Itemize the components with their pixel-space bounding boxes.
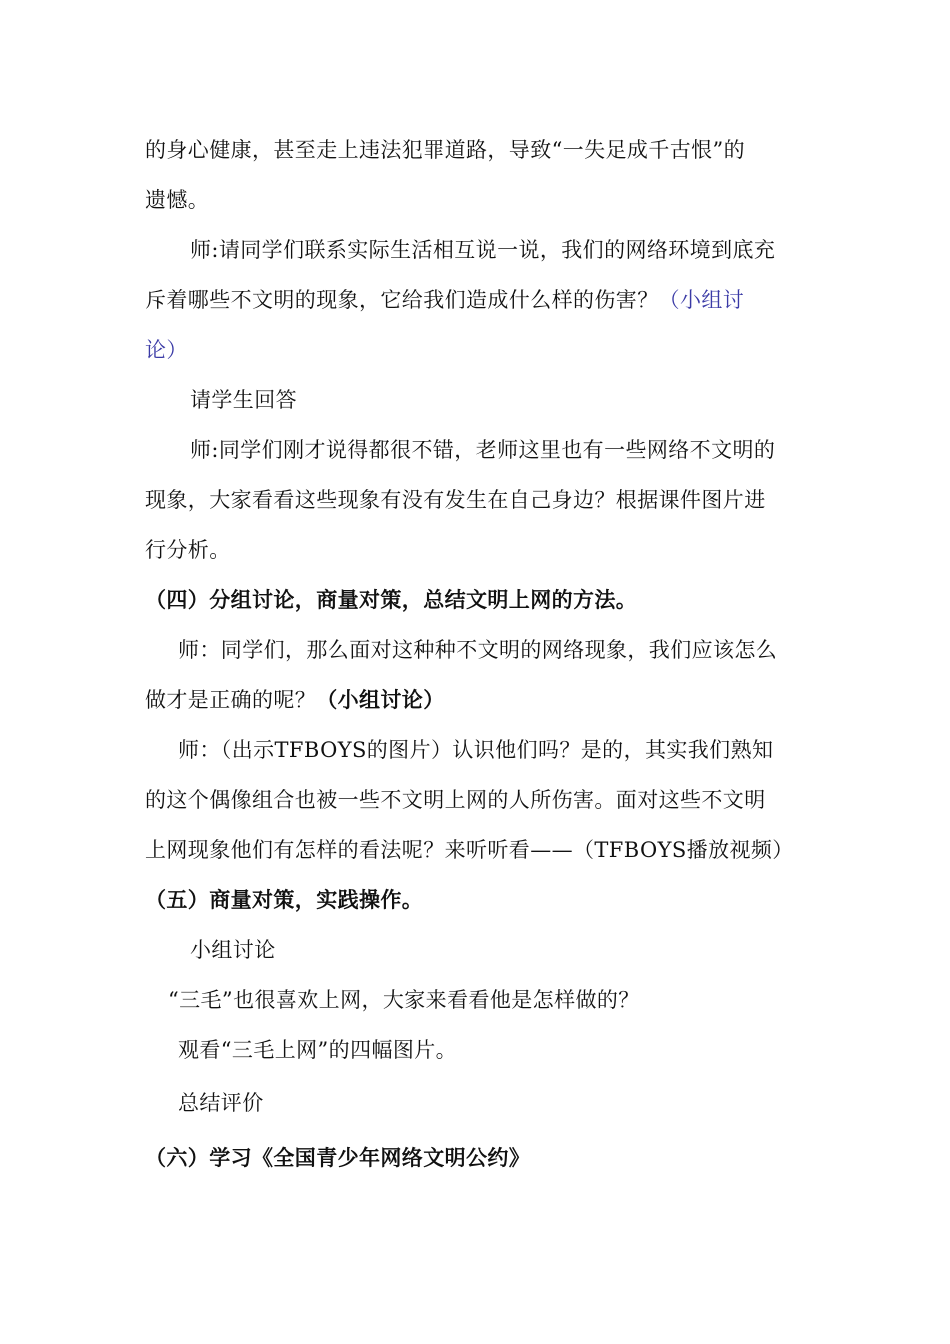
paragraph-2-line-2 <box>145 287 744 313</box>
group-discussion-note: （小组讨 <box>658 288 745 312</box>
paragraph-6-line-2: 的这个偶像组合也被一些不文明上网的人所伤害。面对这些不文明 <box>145 788 766 812</box>
section-heading-5: （五）商量对策，实践操作。 <box>145 887 424 912</box>
paragraph-2-line-2-text: 斥着哪些不文明的现象，它给我们造成什么样的伤害？ <box>145 288 659 312</box>
paragraph-6-line-1: 师：（出示TFBOYS的图片）认识他们吗？是的，其实我们熟知 <box>178 738 774 762</box>
paragraph-5-line-2-text: 做才是正确的呢？ <box>145 688 317 712</box>
paragraph-7: 小组讨论 <box>190 938 276 962</box>
paragraph-8: “三毛”也很喜欢上网，大家来看看他是怎样做的？ <box>168 988 640 1012</box>
paragraph-5-line-1: 师：同学们，那么面对这种种不文明的网络现象，我们应该怎么 <box>178 638 778 662</box>
paragraph-5-line-2 <box>145 687 445 713</box>
paragraph-4-line-3: 行分析。 <box>145 538 231 562</box>
paragraph-1-line-1: 的身心健康，甚至走上违法犯罪道路，导致“一失足成千古恨”的 <box>145 138 746 162</box>
section-heading-4: （四）分组讨论，商量对策，总结文明上网的方法。 <box>145 587 638 612</box>
paragraph-2-line-1: 师:请同学们联系实际生活相互说一说，我们的网络环境到底充 <box>190 238 776 262</box>
paragraph-4-line-1: 师:同学们刚才说得都很不错，老师这里也有一些网络不文明的 <box>190 438 776 462</box>
paragraph-1-line-2: 遗憾。 <box>145 188 210 212</box>
paragraph-3: 请学生回答 <box>190 388 297 412</box>
group-discussion-bold-note: （小组讨论） <box>316 687 445 712</box>
section-heading-6: （六）学习《全国青少年网络文明公约》 <box>145 1145 531 1170</box>
paragraph-9: 观看“三毛上网”的四幅图片。 <box>178 1038 458 1062</box>
group-discussion-note-end: 论） <box>145 338 188 362</box>
paragraph-6-line-3: 上网现象他们有怎样的看法呢？来听听看——（TFBOYS播放视频） <box>145 838 794 862</box>
paragraph-4-line-2: 现象，大家看看这些现象有没有发生在自己身边？根据课件图片进 <box>145 488 766 512</box>
paragraph-10: 总结评价 <box>178 1091 264 1115</box>
